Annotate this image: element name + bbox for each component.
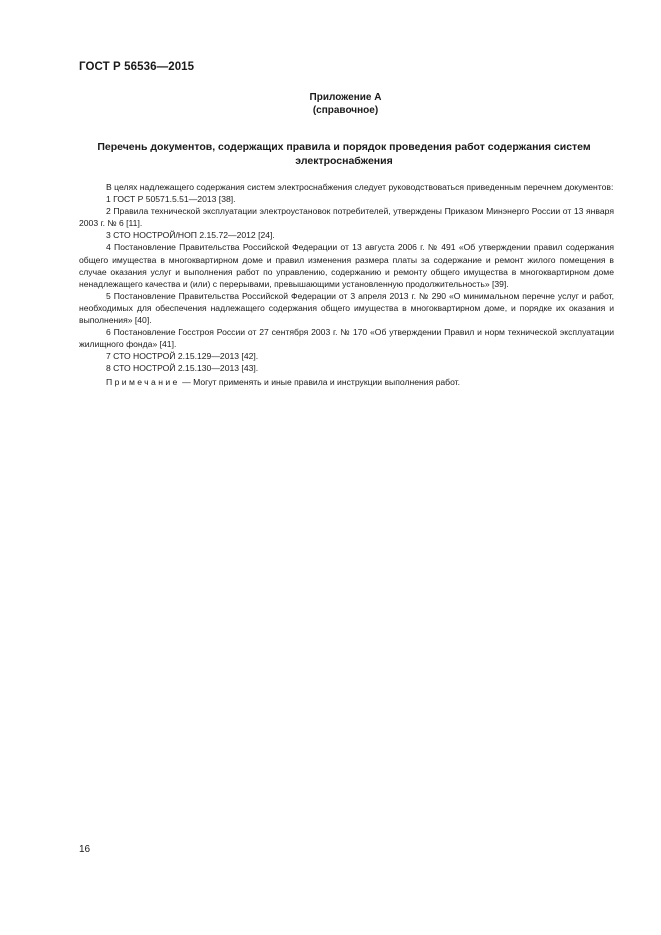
appendix-title: Приложение А <box>309 92 382 103</box>
note-dash: — <box>182 376 191 387</box>
document-title: Перечень документов, содержащих правила и порядок проведения работ содержания систем электроснабжения <box>97 141 591 167</box>
appendix-subtitle: (справочное) <box>312 105 379 116</box>
intro-paragraph: В целях надлежащего содержания систем электроснабжения следует руководствоваться приведенным перечнем документов: <box>106 182 614 192</box>
list-item: 5 Постановление Правительства Российской Федерации от 3 апреля 2013 г. № 290 «О минимальном перечне услуг и работ, необходимых для обеспечения надлежащего содержания общего имущества в многоквартирном доме, и порядке их оказания и выполнения» [40]. <box>79 290 614 326</box>
note-paragraph <box>79 376 614 388</box>
note-text: Могут применять и иные правила и инструкции выполнения работ. <box>193 376 461 387</box>
list-item: 3 СТО НОСТРОЙ/НОП 2.15.72—2012 [24]. <box>106 230 275 241</box>
list-item: 4 Постановление Правительства Российской Федерации от 13 августа 2006 г. № 491 «Об утверждении правил содержания общего имущества в многоквартирном доме и правил изменения размера платы за содержание и ремонт жилого помещения в случае оказания услуг и выполнения работ по управлению, содержанию и ремонту общего имущества в многоквартирном доме ненадлежащего качества и (или) с перерывами, превышающими установленную продолжительность» [39]. <box>79 242 614 289</box>
standard-code-header: ГОСТ Р 56536—2015 <box>79 61 195 73</box>
note-label: Примечание <box>106 376 180 387</box>
list-item: 2 Правила технической эксплуатации электроустановок потребителей, утверждены Приказом Минэнерго России от 13 января 2003 г. № 6 [11]. <box>79 206 614 229</box>
list-item: 7 СТО НОСТРОЙ 2.15.129—2013 [42]. <box>106 351 259 362</box>
document-body <box>79 181 614 388</box>
list-item: 8 СТО НОСТРОЙ 2.15.130—2013 [43]. <box>106 363 259 374</box>
list-item: 1 ГОСТ Р 50571.5.51—2013 [38]. <box>106 194 236 205</box>
list-item: 6 Постановление Госстроя России от 27 сентября 2003 г. № 170 «Об утверждении Правил и норм технической эксплуатации жилищного фонда» [41]. <box>79 327 614 350</box>
appendix-heading <box>0 91 661 117</box>
page-number: 16 <box>79 844 91 855</box>
